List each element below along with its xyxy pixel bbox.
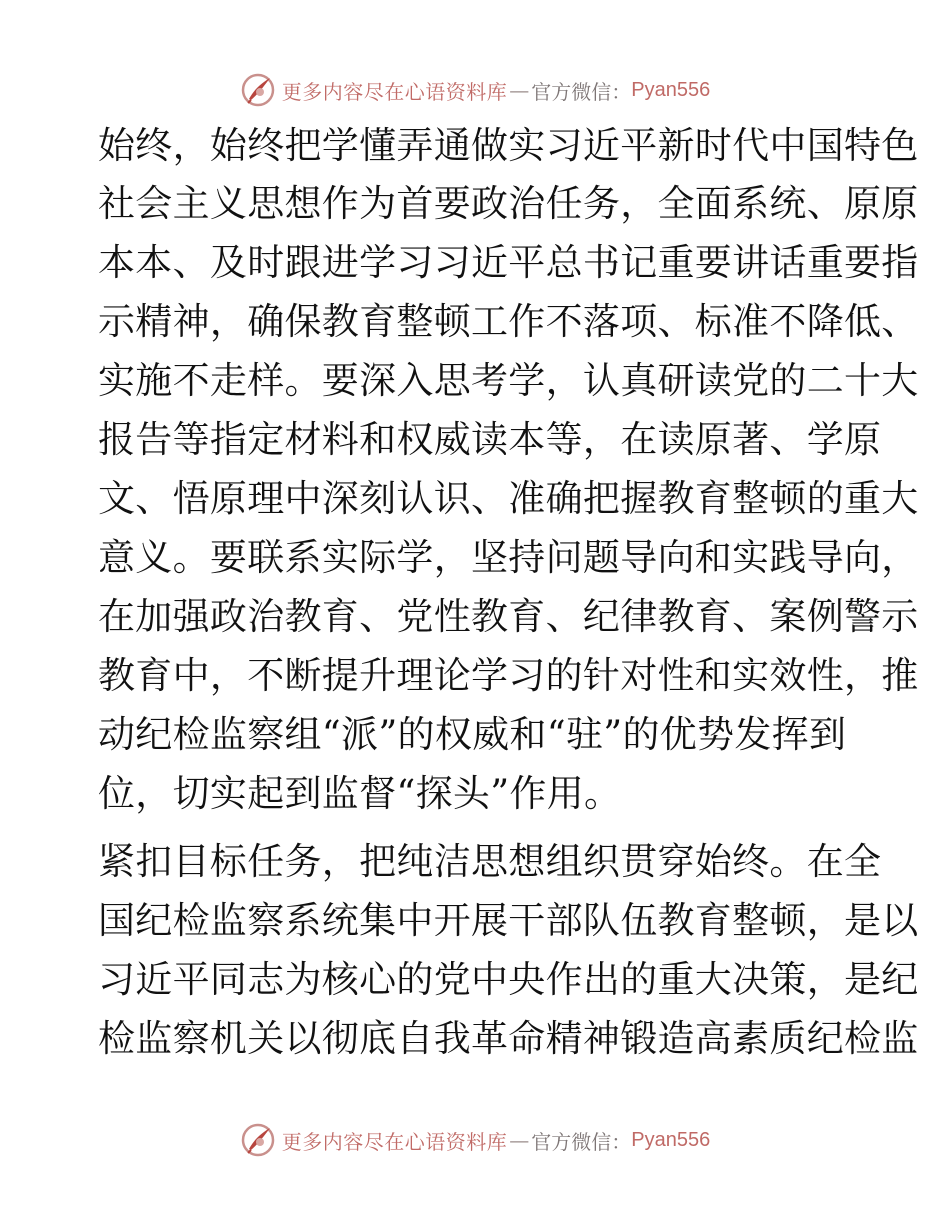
header-banner [0,70,950,110]
quill-logo-icon [240,1122,276,1158]
text-line: 意义。要联系实际学，坚持问题导向和实践导向， [98,536,919,579]
banner-site-text: 更多内容尽在心语资料库 [281,79,508,104]
banner-wechat-id: Pyan556 [631,1128,711,1151]
banner-wechat-label: 官方微信： [531,79,632,104]
text-line: 在加强政治教育、党性教育、纪律教育、案例警示 [98,595,919,638]
text-line: 教育中，不断提升理论学习的针对性和实效性，推 [98,654,919,697]
banner-separator: — [509,1128,530,1152]
banner-wechat-label: 官方微信： [531,1129,632,1154]
text-line: 位，切实起到监督“探头”作用。 [98,772,622,815]
banner-separator: — [509,78,530,102]
text-line: 始终，始终把学懂弄通做实习近平新时代中国特色 [98,124,919,167]
banner-site-text: 更多内容尽在心语资料库 [281,1129,508,1154]
text-line: 文、悟原理中深刻认识、准确把握教育整顿的重大 [98,477,919,520]
text-line: 国纪检监察系统集中开展干部队伍教育整顿，是以 [98,899,919,942]
text-line: 习近平同志为核心的党中央作出的重大决策，是纪 [98,958,919,1001]
text-line: 检监察机关以彻底自我革命精神锻造高素质纪检监 [98,1017,919,1060]
quill-logo-icon [240,72,276,108]
banner-wechat-id: Pyan556 [631,78,711,101]
text-line: 本本、及时跟进学习习近平总书记重要讲话重要指 [98,241,919,284]
text-line: 社会主义思想作为首要政治任务，全面系统、原原 [98,182,919,225]
text-line: 示精神，确保教育整顿工作不落项、标准不降低、 [98,300,919,343]
text-line: 紧扣目标任务，把纯洁思想组织贯穿始终。在全 [98,840,882,883]
text-line: 实施不走样。要深入思考学，认真研读党的二十大 [98,359,919,402]
text-line: 报告等指定材料和权威读本等，在读原著、学原 [98,418,882,461]
footer-banner [0,1120,950,1160]
text-line: 动纪检监察组“派”的权威和“驻”的优势发挥到 [98,713,847,756]
